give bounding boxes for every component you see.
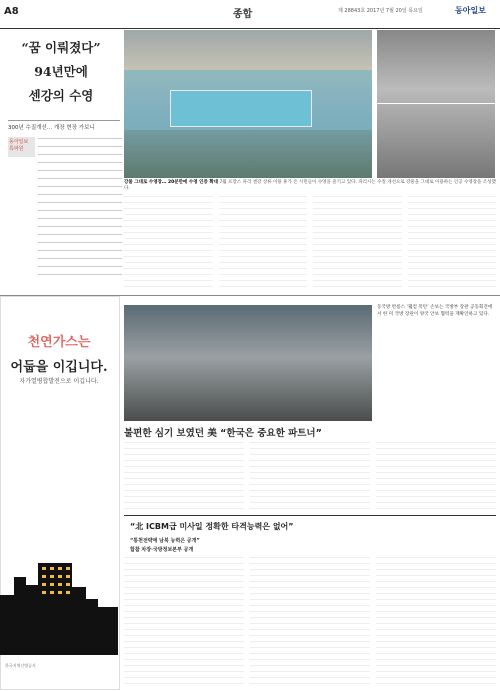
caption-text: 7월 프랑스 파리 센강 상류 이용 휴가 온 시민들이 수영을 즐기고 있다. 파리시는 수질 개선으로 강물을 그대로 이용하는 인공 수영장을 조성했다.	[124, 180, 496, 191]
officials-photo	[124, 305, 372, 421]
ad-headline-3: 자가열병합발전으로 이깁니다.	[19, 378, 99, 385]
article-1-title: 불편한 심기 보였던 美 “한국은 중요한 파트너”	[124, 428, 322, 439]
article-2-title: “北 ICBM급 미사일 정확한 타격능력은 없어”	[130, 522, 294, 531]
article-1-body	[124, 442, 496, 512]
headline-line-2: 94년만에	[34, 64, 88, 79]
lead-body-text	[38, 137, 122, 285]
correspondent-tag: 동아일보 특파원	[8, 137, 35, 157]
photo-caption	[124, 180, 496, 192]
inset-photo	[377, 30, 495, 178]
pool-area	[170, 90, 312, 127]
inset-divider	[377, 103, 495, 104]
article-2-body	[124, 557, 496, 687]
officials-photo-caption: 동국방 반룸스 ‘웰컴 폭탄’ 손보는 국방부 장관 공동회견에서 한 미 국방 장관이 양국 안보 협력을 재확인하고 있다.	[377, 305, 493, 317]
article-2-subtitle-2: 합참 차장·국방정보본부 공개	[130, 547, 194, 553]
headline-line-3: 센강의 수영	[28, 88, 94, 103]
lead-body-columns	[124, 196, 496, 292]
page-number: A8	[4, 6, 19, 17]
caption-label: 강물 그대로 수영장… 20분만에 수영 인증 확대	[124, 180, 219, 185]
ad-headline-2: 어둡을 이깁니다.	[10, 360, 108, 375]
article-2-subtitle-1: “통천전략에 남북 능력은 공개”	[130, 538, 200, 544]
city-skyline-graphic	[0, 515, 118, 655]
newspaper-logo: 동아일보	[455, 6, 486, 15]
date-line: 제 28843호 2017년 7월 20일 목요일	[338, 8, 423, 14]
ad-footer: 한국지역난방공사	[5, 663, 36, 668]
ad-headline-1: 천연가스는	[27, 335, 91, 350]
section-label: 종합	[233, 9, 253, 20]
headline-line-1: “꿈 이뤄졌다”	[21, 40, 101, 55]
headline-subhead: 300년 수질개선… 개장 현장 가보니	[8, 120, 120, 131]
